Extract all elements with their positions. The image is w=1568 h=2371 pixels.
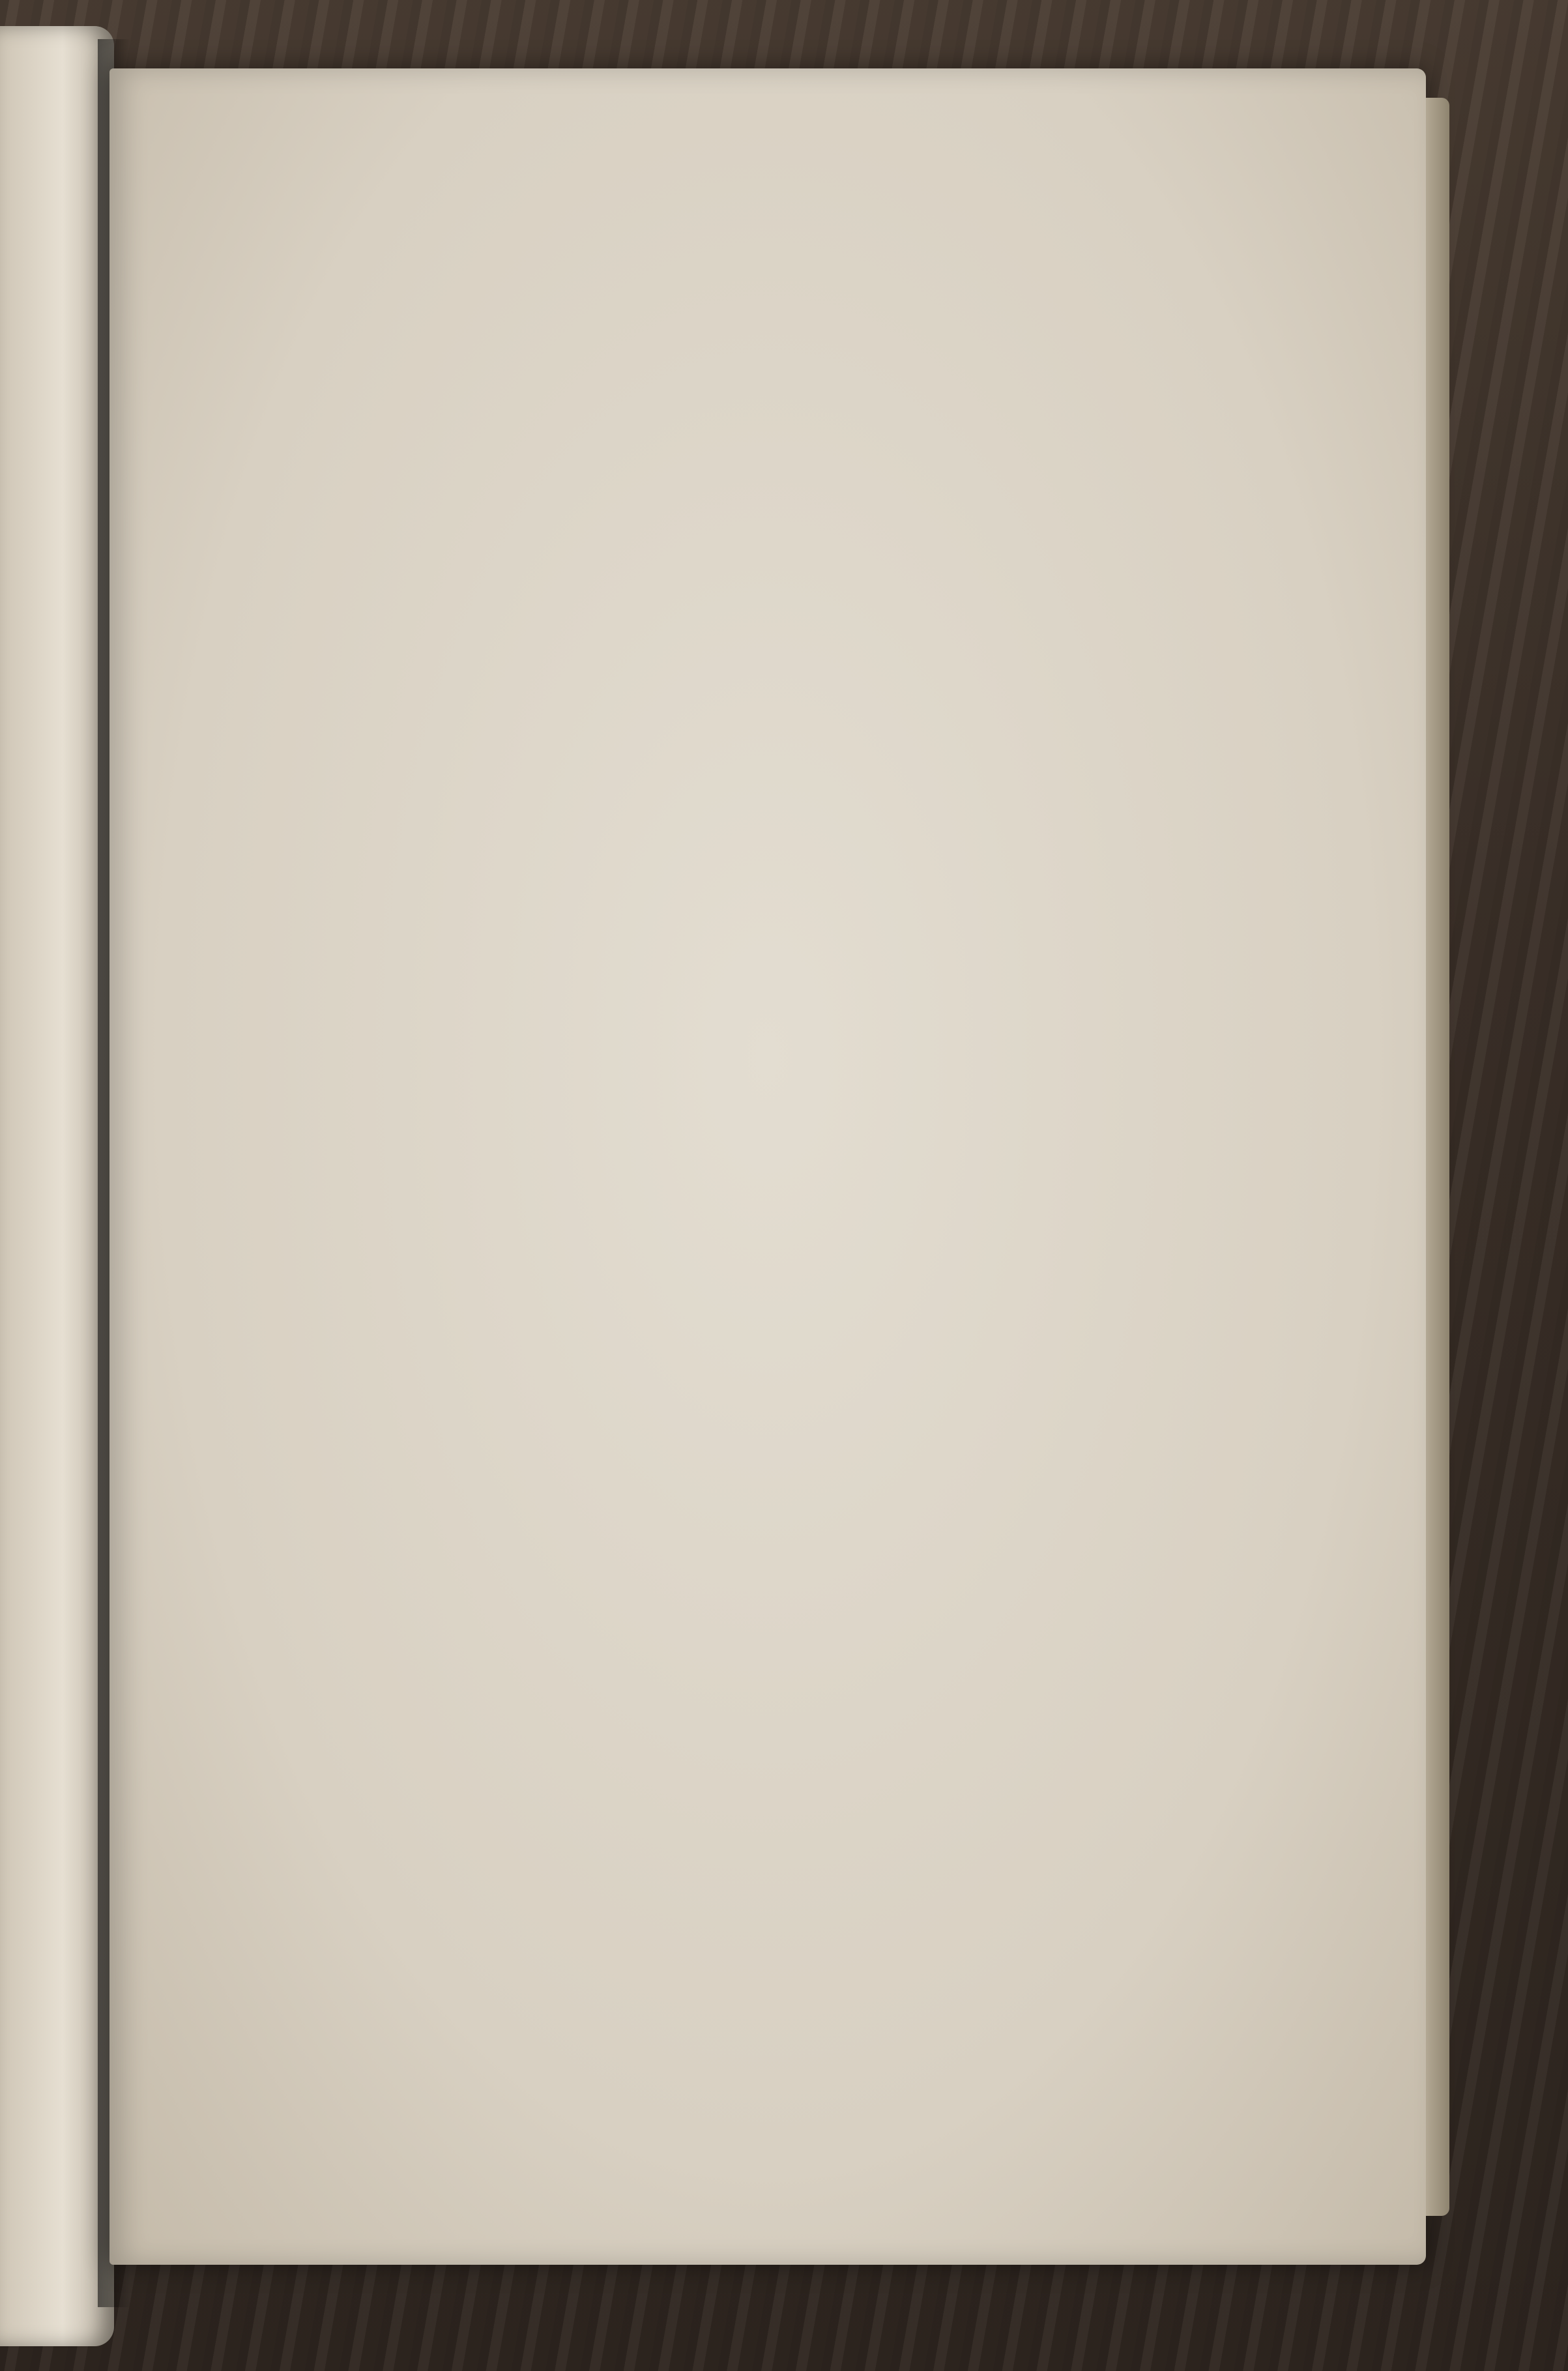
- speech-eigenbaat: [203, 230, 1344, 234]
- right-book-page: [109, 68, 1426, 2265]
- left-facing-page: [0, 26, 114, 2346]
- page-header: [203, 121, 1344, 199]
- page-edge: [1426, 98, 1449, 2216]
- page-footer: [203, 251, 1344, 303]
- page-text-block: [203, 121, 1344, 303]
